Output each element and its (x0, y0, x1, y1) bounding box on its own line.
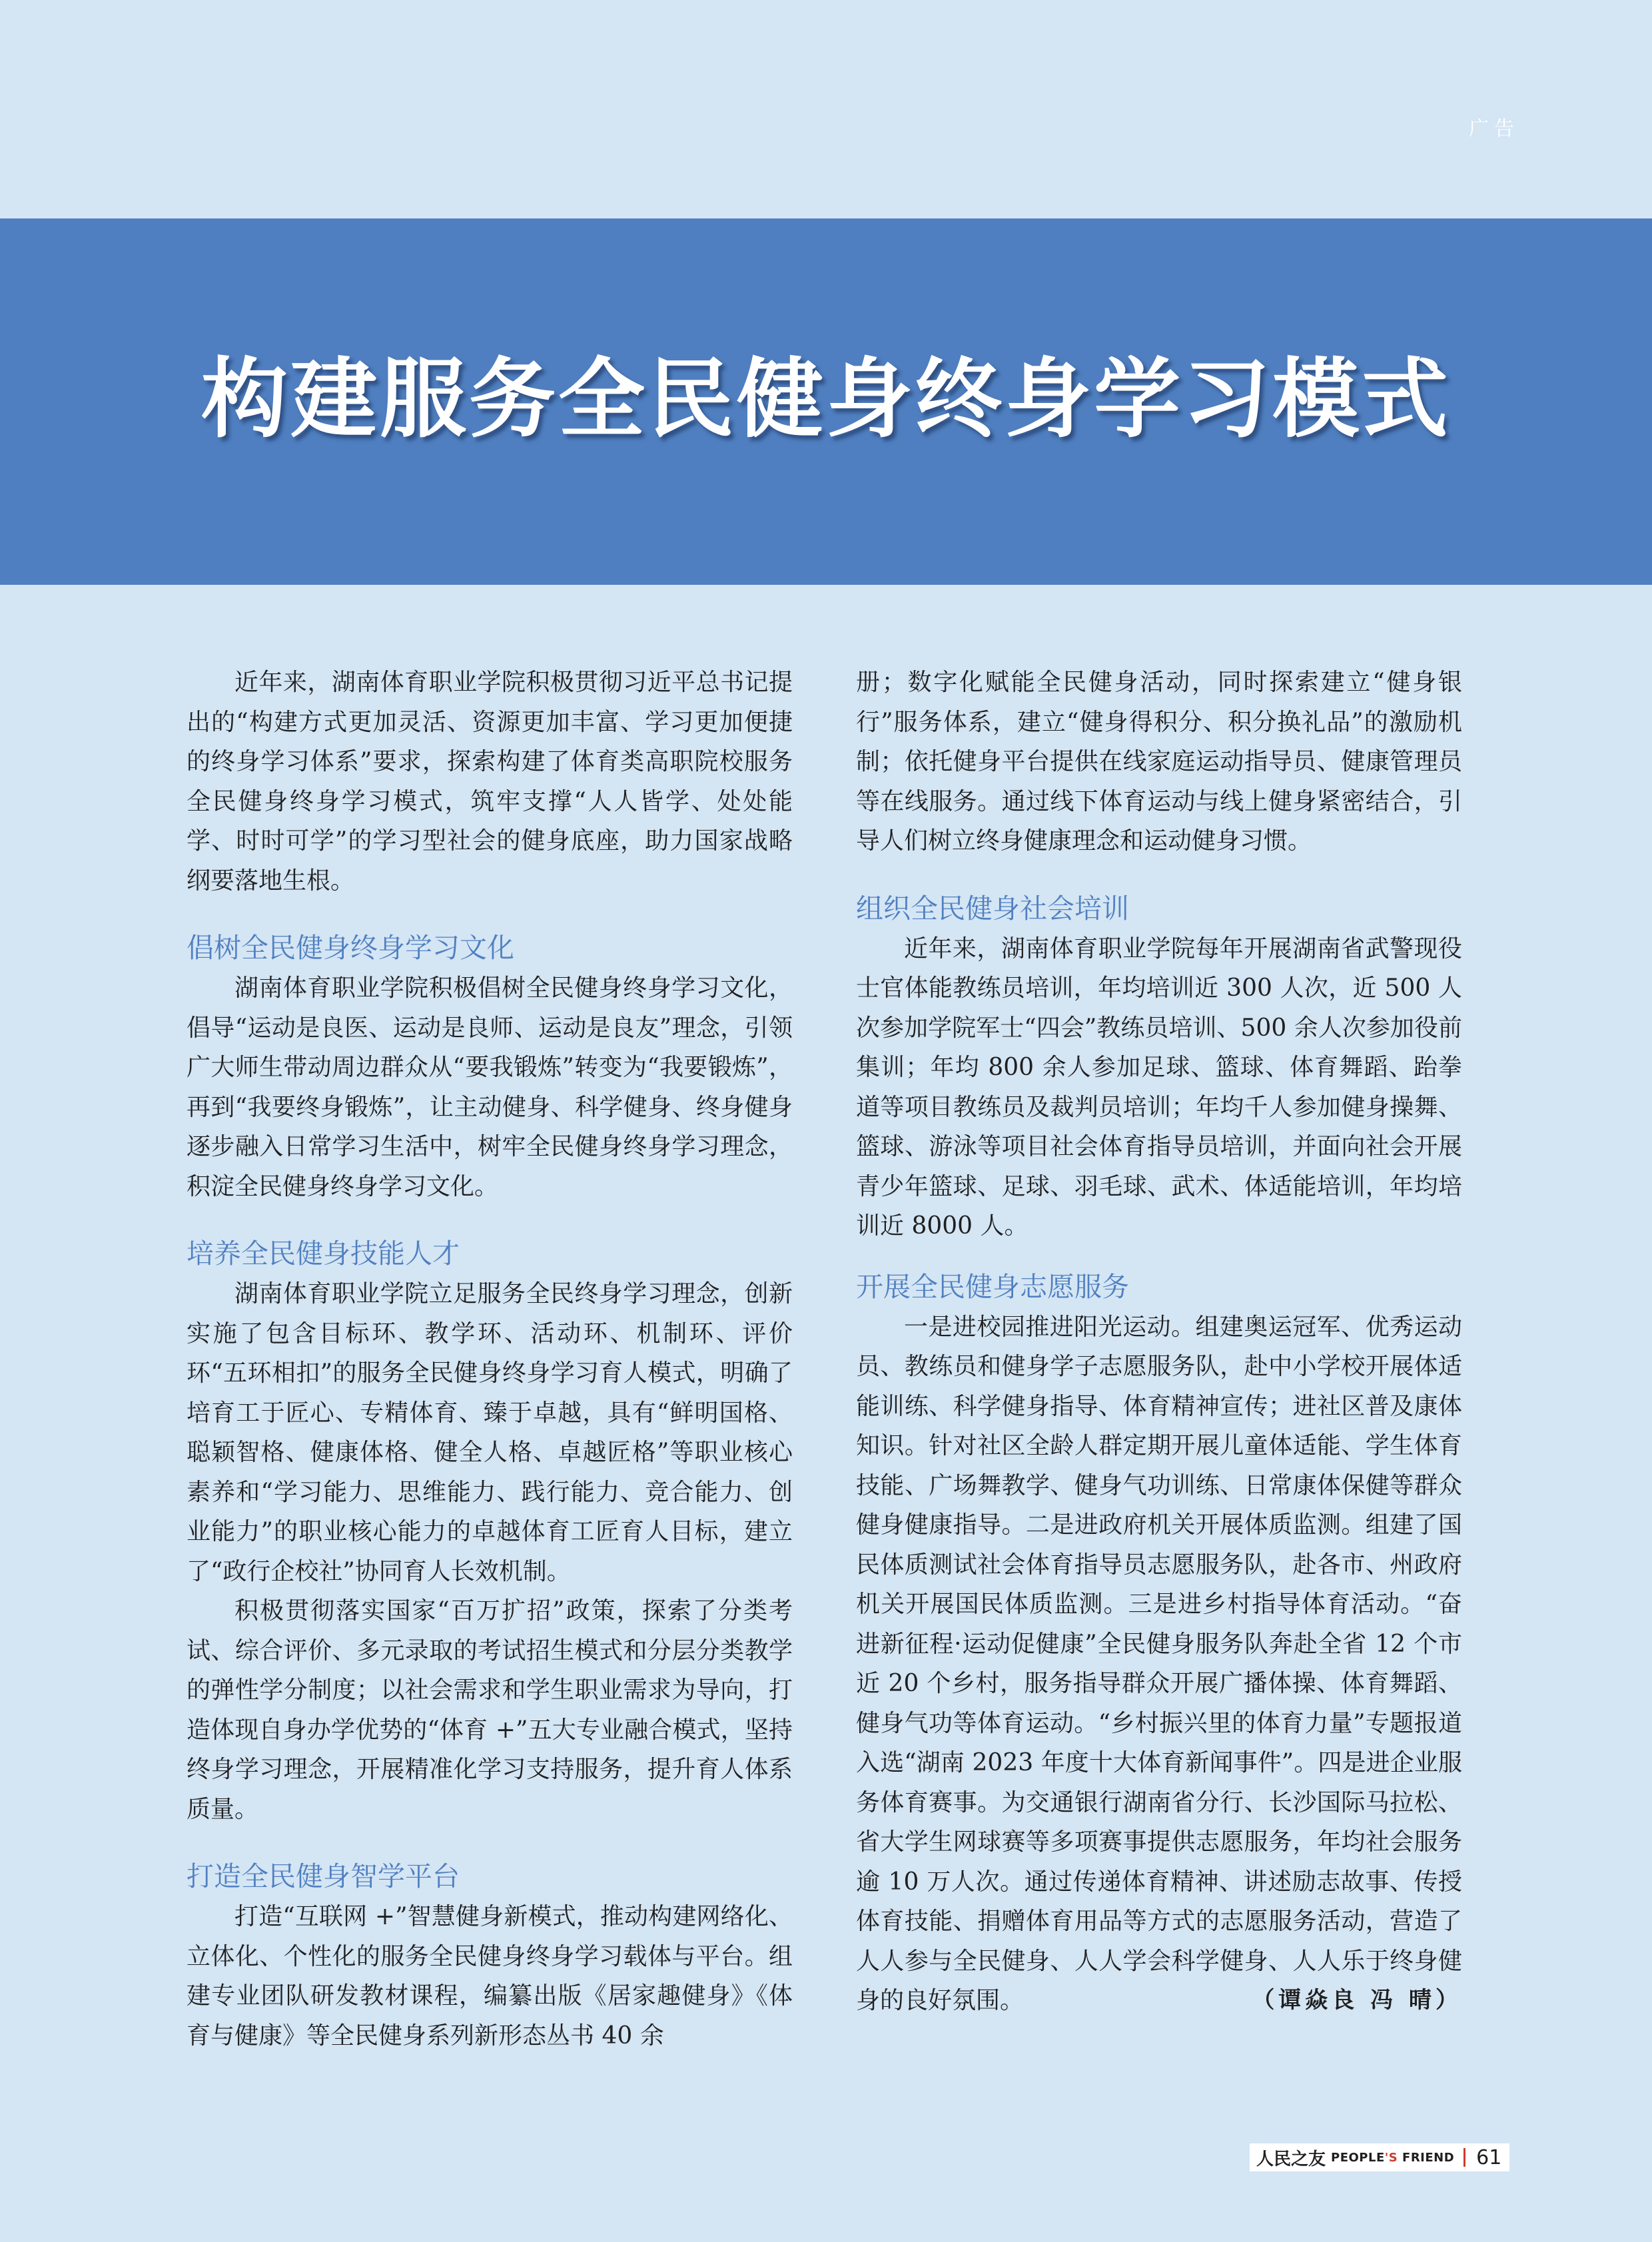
body-paragraph: 打造“互联网 +”智慧健身新模式，推动构建网络化、立体化、个性化的服务全民健身终身学习载体与平台。组建专业团队研发教材课程，编纂出版《居家趣健身》《体育与健康》等全民健身系列新形态丛书 40 余 (187, 1903, 793, 2050)
magazine-name: 人民之友 (1256, 2149, 1326, 2169)
magazine-name-en: PEOPLE'S FRIEND (1331, 2150, 1455, 2165)
right-column (856, 663, 1462, 2021)
section-heading-volunteer: 开展全民健身志愿服务 (856, 1270, 1129, 1303)
continued-paragraph: 册；数字化赋能全民健身活动，同时探索建立“健身银行”服务体系，建立“健身得积分、积分换礼品”的激励机制；依托健身平台提供在线家庭运动指导员、健康管理员等在线服务。通过线下体育运动与线上健身紧密结合，引导人们树立终身健康理念和运动健身习惯。 (856, 669, 1462, 855)
body-paragraph: 积极贯彻落实国家“百万扩招”政策，探索了分类考试、综合评价、多元录取的考试招生模式和分层分类教学的弹性学分制度；以社会需求和学生职业需求为导向，打造体现自身办学优势的“体育 +”五大专业融合模式，坚持终身学习理念，开展精准化学习支持服务，提升育人体系质量。 (187, 1597, 793, 1823)
section-heading-talent: 培养全民健身技能人才 (187, 1238, 460, 1270)
volunteer-text: 一是进校园推进阳光运动。组建奥运冠军、优秀运动员、教练员和健身学子志愿服务队，赴中小学校开展体适能训练、科学健身指导、体育精神宣传；进社区普及康体知识。针对社区全龄人群定期开展儿童体适能、学生体育技能、广场舞教学、健身气功训练、日常康体保健等群众健身健康指导。二是进政府机关开展体质监测。组建了国民体质测试社会体育指导员志愿服务队，赴各市、州政府机关开展国民体质监测。三是进乡村指导体育活动。“奋进新征程·运动促健康”全民健身服务队奔赴全省 12 个市近 20 个乡村，服务指导群众开展广播体操、体育舞蹈、健身气功等体育运动。“乡村振兴里的体育力量”专题报道入选“湖南 2023 年度十大体育新闻事件”。四是进企业服务体育赛事。为交通银行湖南省分行、长沙国际马拉松、省大学生网球赛等多项赛事提供志愿服务，年均社会服务逾 10 万人次。通过传递体育精神、讲述励志故事、传授体育技能、捐赠体育用品等方式的志愿服务活动，营造了人人参与全民健身、人人学会科学健身、人人乐于终身健身的良好氛围。 (856, 1313, 1462, 2014)
page-number: 61 (1476, 2145, 1502, 2169)
intro-paragraph: 近年来，湖南体育职业学院积极贯彻习近平总书记提出的“构建方式更加灵活、资源更加丰富、学习更加便捷的终身学习体系”要求，探索构建了体育类高职院校服务全民健身终身学习模式，筑牢支撑“人人皆学、处处能学、时时可学”的学习型社会的健身底座，助力国家战略纲要落地生根。 (187, 669, 793, 895)
section-heading-platform: 打造全民健身智学平台 (187, 1860, 460, 1892)
ad-label: 广告 (1469, 117, 1519, 141)
page-footer (1250, 2143, 1509, 2171)
body-paragraph: 近年来，湖南体育职业学院每年开展湖南省武警现役士官体能教练员培训，年均培训近 300 人次，近 500 人次参加学院军士“四会”教练员培训、500 余人次参加役前集训；年均 800 余人参加足球、篮球、体育舞蹈、跆拳道等项目教练员及裁判员培训；年均千人参加健身操舞、篮球、游泳等项目社会体育指导员培训，并面向社会开展青少年篮球、足球、羽毛球、武术、体适能培训，年均培训近 8000 人。 (856, 934, 1462, 1240)
page-title: 构建服务全民健身终身学习模式 (201, 348, 1451, 450)
section-heading-culture: 倡树全民健身终身学习文化 (187, 932, 514, 964)
author-credit: （谭焱良 冯 晴） (1252, 1987, 1462, 2014)
body-paragraph: 湖南体育职业学院积极倡树全民健身终身学习文化，倡导“运动是良医、运动是良师、运动是良友”理念，引领广大师生带动周边群众从“要我锻炼”转变为“我要锻炼”，再到“我要终身锻炼”，让主动健身、科学健身、终身健身逐步融入日常学习生活中，树牢全民健身终身学习理念，积淀全民健身终身学习文化。 (187, 974, 793, 1200)
section-heading-training: 组织全民健身社会培训 (856, 892, 1129, 925)
body-paragraph: 湖南体育职业学院立足服务全民终身学习理念，创新实施了包含目标环、教学环、活动环、机制环、评价环“五环相扣”的服务全民健身终身学习育人模式，明确了培育工于匠心、专精体育、臻于卓越，具有“鲜明国格、聪颖智格、健康体格、健全人格、卓越匠格”等职业核心素养和“学习能力、思维能力、践行能力、竞合能力、创业能力”的职业核心能力的卓越体育工匠育人目标，建立了“政行企校社”协同育人长效机制。 (187, 1280, 793, 1585)
body-paragraph (856, 1308, 1462, 2021)
left-column (187, 663, 793, 2055)
title-banner (0, 218, 1652, 585)
